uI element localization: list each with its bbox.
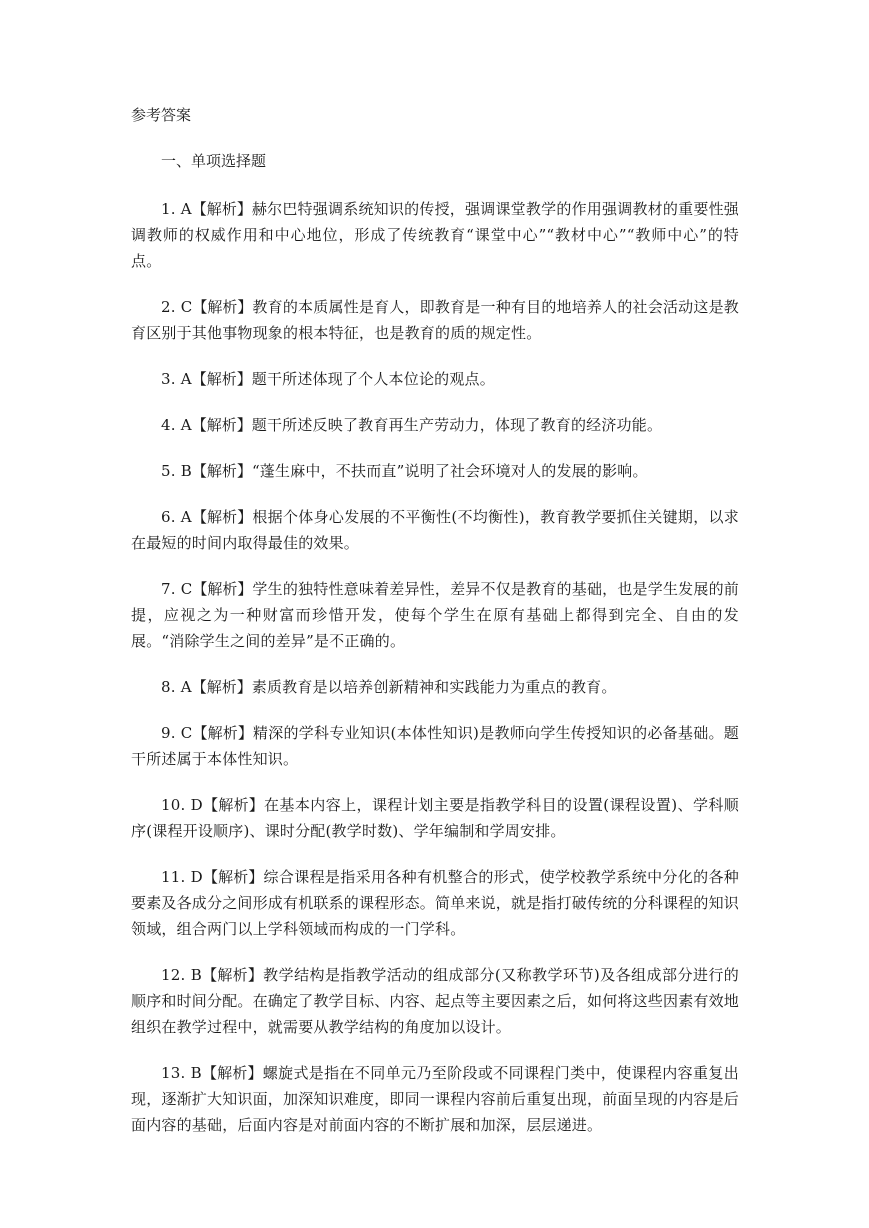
answer-explanation: 根据个体身心发展的不平衡性(不均衡性)，教育教学要抓住关键期，以求在最短的时间内取得最佳的效果。 — [131, 508, 739, 552]
answer-item — [131, 412, 739, 438]
answer-number: 9. — [161, 724, 176, 742]
answer-list — [131, 196, 739, 1158]
answer-key: C — [180, 724, 193, 742]
answer-explanation: 题干所述体现了个人本位论的观点。 — [251, 370, 495, 388]
answer-item — [131, 864, 739, 942]
answer-item — [131, 1060, 739, 1138]
answer-number: 5. — [161, 462, 176, 480]
analysis-tag: 【解析】 — [192, 298, 253, 316]
answer-item — [131, 962, 739, 1040]
analysis-tag: 【解析】 — [192, 724, 253, 742]
answer-key: A — [180, 370, 192, 388]
analysis-tag: 【解析】 — [201, 966, 264, 984]
answer-key: A — [180, 678, 192, 696]
answer-explanation: 综合课程是指采用各种有机整合的形式，使学校教学系统中分化的各种要素及各成分之间形成有机联系的课程形态。简单来说，就是指打破传统的分科课程的知识领域，组合两门以上学科领域而构成的一门学科。 — [131, 868, 740, 938]
analysis-tag: 【解析】 — [191, 678, 252, 696]
analysis-tag: 【解析】 — [202, 868, 264, 886]
analysis-tag: 【解析】 — [191, 508, 253, 526]
analysis-tag: 【解析】 — [191, 200, 252, 218]
answer-key: C — [180, 298, 193, 316]
answer-explanation: 在基本内容上，课程计划主要是指教学科目的设置(课程设置)、学科顺序(课程开设顺序)、课时分配(教学时数)、学年编制和学周安排。 — [131, 796, 739, 840]
answer-number: 11. — [161, 868, 186, 886]
answer-explanation: 教学结构是指教学活动的组成部分(又称教学环节)及各组成部分进行的顺序和时间分配。在确定了教学目标、内容、起点等主要因素之后，如何将这些因素有效地组织在教学过程中，就需要从教学结构的角度加以设计。 — [131, 966, 740, 1036]
analysis-tag: 【解析】 — [191, 416, 252, 434]
answer-number: 2. — [161, 298, 176, 316]
answer-explanation: 精深的学科专业知识(本体性知识)是教师向学生传授知识的必备基础。题干所述属于本体性知识。 — [131, 724, 739, 768]
answer-number: 7. — [161, 580, 176, 598]
answer-key: B — [190, 1064, 202, 1082]
answer-number: 6. — [161, 508, 176, 526]
answer-explanation: 螺旋式是指在不同单元乃至阶段或不同课程门类中，使课程内容重复出现，逐渐扩大知识面，加深知识难度，即同一课程内容前后重复出现，前面呈现的内容是后面内容的基础，后面内容是对前面内容的不断扩展和加深，层层递进。 — [131, 1064, 740, 1134]
answer-key: D — [190, 868, 203, 886]
analysis-tag: 【解析】 — [192, 580, 253, 598]
answer-explanation: 学生的独特性意味着差异性，差异不仅是教育的基础，也是学生发展的前提，应视之为一种财富而珍惜开发，使每个学生在原有基础上都得到完全、自由的发展。“消除学生之间的差异”是不正确的。 — [131, 580, 739, 650]
answer-item — [131, 458, 739, 484]
answer-item — [131, 576, 739, 654]
answer-key: B — [190, 966, 202, 984]
answer-explanation: “蓬生麻中，不扶而直”说明了社会环境对人的发展的影响。 — [251, 462, 648, 480]
answer-explanation: 素质教育是以培养创新精神和实践能力为重点的教育。 — [251, 678, 617, 696]
answer-key: A — [180, 200, 192, 218]
section-heading: 一、单项选择题 — [161, 152, 267, 170]
answer-key: D — [190, 796, 203, 814]
answer-item — [131, 792, 739, 844]
answer-explanation: 赫尔巴特强调系统知识的传授，强调课堂教学的作用强调教材的重要性强调教师的权威作用和中心地位，形成了传统教育“课堂中心”“教材中心”“教师中心”的特点。 — [131, 200, 740, 270]
answer-number: 10. — [161, 796, 186, 814]
answer-number: 4. — [161, 416, 176, 434]
answer-number: 12. — [161, 966, 186, 984]
analysis-tag: 【解析】 — [201, 1064, 263, 1082]
answer-key: B — [180, 462, 192, 480]
answer-number: 1. — [161, 200, 176, 218]
answer-key: A — [180, 416, 192, 434]
answer-number: 13. — [161, 1064, 186, 1082]
answer-item — [131, 674, 739, 700]
answer-item — [131, 504, 739, 556]
answer-item — [131, 720, 739, 772]
answer-key: C — [180, 580, 193, 598]
answer-item — [131, 366, 739, 392]
answer-explanation: 题干所述反映了教育再生产劳动力，体现了教育的经济功能。 — [251, 416, 663, 434]
document-title: 参考答案 — [131, 106, 192, 124]
analysis-tag: 【解析】 — [191, 370, 252, 388]
answer-number: 8. — [161, 678, 176, 696]
answer-key: A — [180, 508, 192, 526]
answer-item — [131, 196, 739, 274]
answer-item — [131, 294, 739, 346]
analysis-tag: 【解析】 — [202, 796, 265, 814]
analysis-tag: 【解析】 — [191, 462, 252, 480]
answer-explanation: 教育的本质属性是育人，即教育是一种有目的地培养人的社会活动这是教育区别于其他事物现象的根本特征，也是教育的质的规定性。 — [131, 298, 739, 342]
answer-number: 3. — [161, 370, 176, 388]
